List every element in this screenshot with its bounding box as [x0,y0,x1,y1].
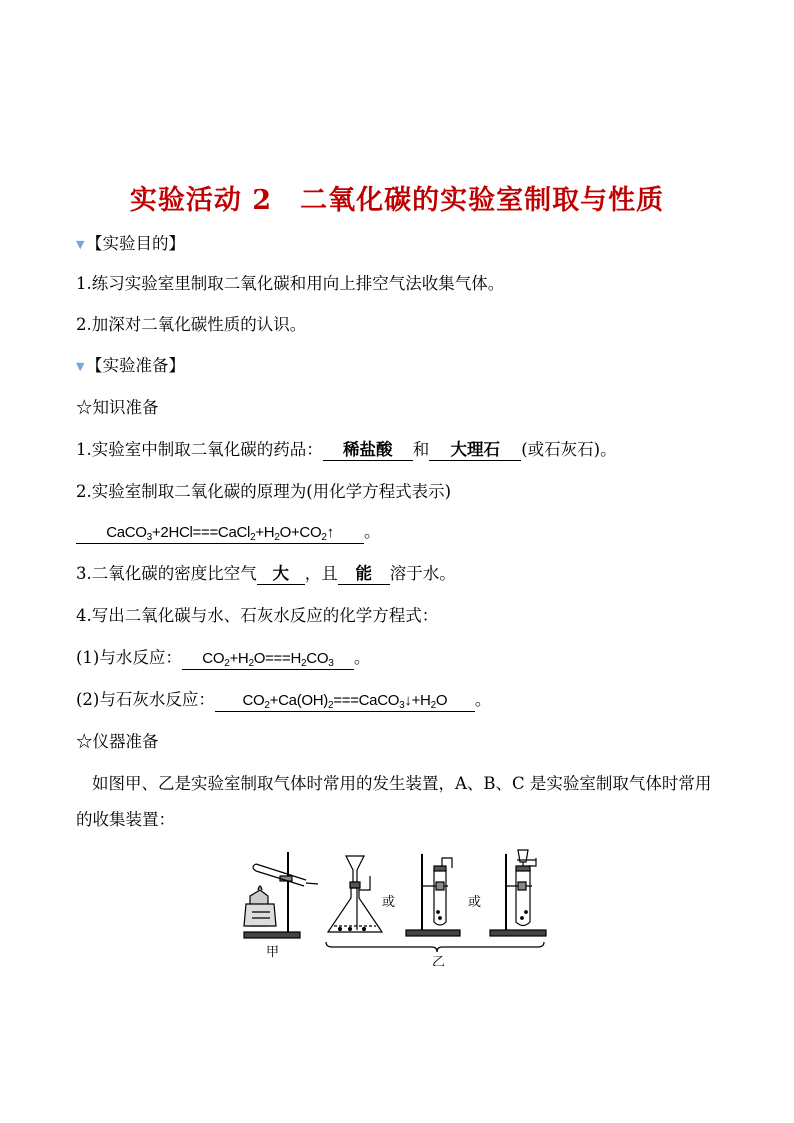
or-label: 或 [468,895,482,910]
question-4b: (2)与石灰水反应： $CO_2+Ca(OH)_2===CaCO_3↓+H_2O$ 。 [76,690,492,711]
answer-blank: $CO_2+Ca(OH)_2===CaCO_3↓+H_2O$ [215,691,475,712]
answer-blank: $CaCO_3+2HCl===CaCl_2+H_2O+CO_2↑$ [76,523,364,544]
bookmark-icon: ▼ [76,360,85,373]
answer-blank: 稀盐酸 [323,440,413,461]
question-1: 1.实验室中制取二氧化碳的药品： 稀盐酸 和 大理石 (或石灰石)。 [76,440,617,459]
question-4a: (1)与水反应： $CO_2+H_2O===H_2CO_3$ 。 [76,648,371,669]
section-preparation: ▼【实验准备】 [76,356,185,375]
answer-blank: 能 [338,564,390,585]
knowledge-heading: ☆知识准备 [76,398,159,417]
question-4: 4.写出二氧化碳与水、石灰水反应的化学方程式： [76,606,439,625]
objective-1: 1.练习实验室里制取二氧化碳和用向上排空气法收集气体。 [76,274,505,293]
apparatus-figure [236,846,556,966]
test-tube-apparatus [406,854,460,936]
bookmark-icon: ▼ [76,238,85,251]
label-jia: 甲 [266,945,280,960]
instruments-heading: ☆仪器准备 [76,732,159,751]
section-objective: ▼【实验目的】 [76,234,185,253]
flask-apparatus [328,856,382,932]
instruments-paragraph: 如图甲、乙是实验室制取气体时常用的发生装置，A、B、C 是实验室制取气体时常用的收集装置： [76,774,712,829]
answer-blank: 大 [257,564,305,585]
question-2: 2.实验室制取二氧化碳的原理为(用化学方程式表示) [76,482,452,501]
answer-blank: 大理石 [429,440,521,461]
or-label: 或 [382,895,396,910]
separatory-apparatus [490,850,546,936]
question-3: 3.二氧化碳的密度比空气 大 ，且 能 溶于水。 [76,564,456,583]
question-2-answer: $CaCO_3+2HCl===CaCl_2+H_2O+CO_2↑$ 。 [76,521,381,544]
group-bracket [326,942,544,952]
objective-2: 2.加深对二氧化碳性质的认识。 [76,315,307,334]
label-yi: 乙 [432,955,446,966]
answer-blank: $CO_2+H_2O===H_2CO_3$ [182,649,354,670]
page-title: 实验活动 2 二氧化碳的实验室制取与性质 [129,185,665,216]
heating-apparatus [244,852,318,938]
